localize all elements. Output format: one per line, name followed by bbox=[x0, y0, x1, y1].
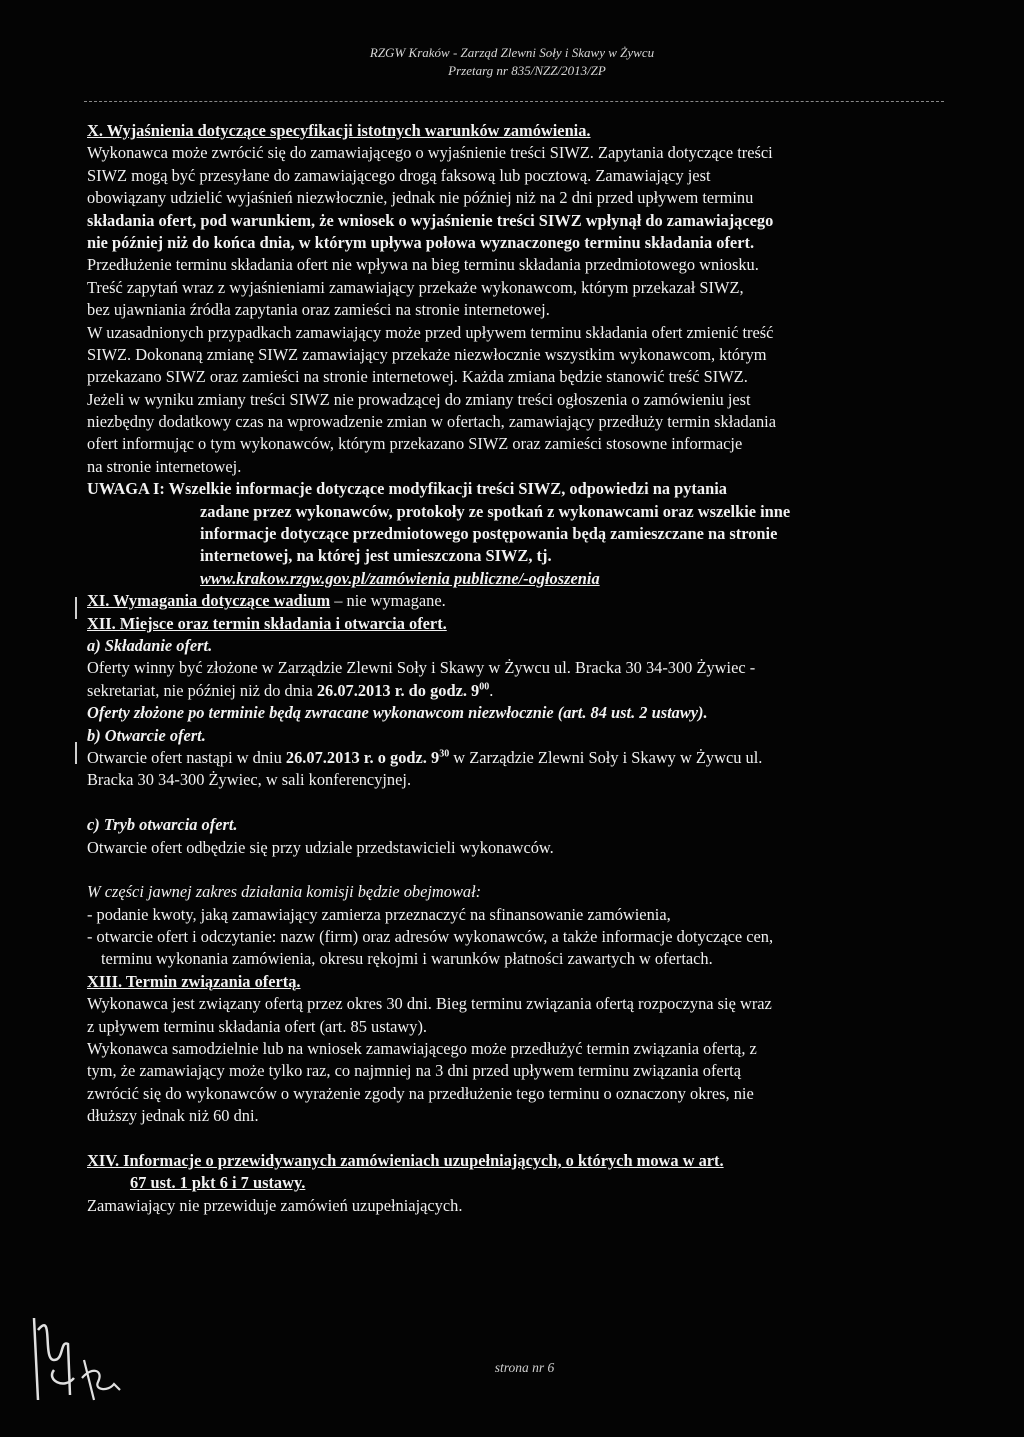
margin-mark bbox=[75, 597, 77, 619]
opening-suffix: w Zarządzie Zlewni Soły i Skawy w Żywcu ul. bbox=[449, 747, 763, 767]
submission-deadline bbox=[87, 680, 967, 702]
section-x-line: Wykonawca może zwrócić się do zamawiającego o wyjaśnienie treści SIWZ. Zapytania dotyczące treści bbox=[87, 143, 773, 163]
spacer bbox=[87, 859, 967, 881]
header-org: RZGW Kraków - Zarząd Zlewni Soły i Skawy w Żywcu bbox=[369, 45, 655, 60]
section-x-line: nie później niż do końca dnia, w którym upływa połowa wyznaczonego terminu składania ofert. bbox=[87, 232, 755, 252]
section-x-line: W uzasadnionych przypadkach zamawiający może przed upływem terminu składania ofert zmienić treść bbox=[87, 322, 774, 342]
header-divider bbox=[84, 101, 944, 102]
section-xiii-heading: XIII. Termin związania ofertą. bbox=[87, 971, 301, 991]
header-tender-number: Przetarg nr 835/NZZ/2013/ZP bbox=[448, 63, 606, 78]
section-x-line: na stronie internetowej. bbox=[87, 456, 242, 476]
submission-line: Oferty winny być złożone w Zarządzie Zlewni Soły i Skawy w Żywcu ul. Bracka 30 34-300 Żywiec - bbox=[87, 658, 756, 678]
section-x-line: składania ofert, pod warunkiem, że wniosek o wyjaśnienie treści SIWZ wpłynął do zamawiającego bbox=[87, 210, 774, 230]
section-xiii-line: tym, że zamawiający może tylko raz, co najmniej na 3 dni przed upływem terminu związania ofertą bbox=[87, 1061, 741, 1081]
commission-scope-item: - podanie kwoty, jaką zamawiający zamierza przeznaczyć na sfinansowanie zamówienia, bbox=[87, 904, 671, 924]
section-x-line: obowiązany udzielić wyjaśnień niezwłocznie, jednak nie później niż na 2 dni przed upływem terminu bbox=[87, 188, 754, 208]
spacer bbox=[87, 792, 967, 814]
late-offers-note: Oferty złożone po terminie będą zwracane wykonawcom niezwłocznie (art. 84 ust. 2 ustawy). bbox=[87, 703, 708, 723]
opening-date: 26.07.2013 r. o godz. 9 bbox=[285, 747, 440, 767]
section-xii-heading: XII. Miejsce oraz termin składania i otwarcia ofert. bbox=[87, 613, 447, 633]
section-x-line: Treść zapytań wraz z wyjaśnieniami zamawiający przekaże wykonawcom, którym przekazał SIWZ, bbox=[87, 277, 744, 297]
note-line: zadane przez wykonawców, protokoły ze spotkań z wykonawcami oraz wszelkie inne bbox=[200, 501, 791, 521]
subsection-a-label: a) Składanie ofert. bbox=[87, 635, 213, 655]
section-xiii-line: Wykonawca samodzielnie lub na wniosek zamawiającego może przedłużyć termin związania ofertą, z bbox=[87, 1039, 757, 1059]
section-x-line: ofert informując o tym wykonawców, którym przekazano SIWZ oraz zamieści stosowne informacje bbox=[87, 434, 743, 454]
section-xiii-line: Wykonawca jest związany ofertą przez okres 30 dni. Bieg terminu związania ofertą rozpoczyna się wraz bbox=[87, 994, 772, 1014]
section-xiv-line: Zamawiający nie przewiduje zamówień uzupełniających. bbox=[87, 1195, 463, 1215]
section-xiv-heading-cont: 67 ust. 1 pkt 6 i 7 ustawy. bbox=[130, 1173, 306, 1193]
commission-scope-item: - otwarcie ofert i odczytanie: nazw (firm) oraz adresów wykonawców, a także informacje dotyczące cen, bbox=[87, 927, 774, 947]
section-xiv-heading: XIV. Informacje o przewidywanych zamówieniach uzupełniających, o których mowa w art. bbox=[87, 1150, 724, 1170]
commission-scope-intro: W części jawnej zakres działania komisji będzie obejmował: bbox=[87, 882, 482, 902]
section-x-line: Jeżeli w wyniku zmiany treści SIWZ nie prowadzącej do zmiany treści ogłoszenia o zamówieniu jest bbox=[87, 389, 751, 409]
document-body bbox=[87, 120, 967, 1217]
section-x-heading: X. Wyjaśnienia dotyczące specyfikacji istotnych warunków zamówienia. bbox=[87, 121, 591, 140]
deadline-suffix: . bbox=[489, 680, 494, 700]
deadline-date: 26.07.2013 r. do godz. 9 bbox=[316, 680, 480, 700]
opening-prefix: Otwarcie ofert nastąpi w dniu bbox=[87, 747, 286, 767]
opening-place: Bracka 30 34-300 Żywiec, w sali konferencyjnej. bbox=[87, 770, 412, 790]
section-xiii-line: zwrócić się do wykonawców o wyrażenie zgody na przedłużenie tego terminu o oznaczony okres, nie bbox=[87, 1083, 754, 1103]
opening-mode: Otwarcie ofert odbędzie się przy udziale przedstawicieli wykonawców. bbox=[87, 837, 554, 857]
section-xi-heading: XI. Wymagania dotyczące wadium bbox=[87, 591, 331, 611]
note-url-link[interactable]: www.krakow.rzgw.gov.pl/zamówienia publiczne/-ogłoszenia bbox=[200, 568, 600, 588]
section-xi bbox=[87, 590, 967, 612]
section-x-line: niezbędny dodatkowy czas na wprowadzenie zmian w ofertach, zamawiający przedłuży termin składania bbox=[87, 412, 777, 432]
section-x-line: SIWZ. Dokonaną zmianę SIWZ zamawiający przekaże niezwłocznie wszystkim wykonawcom, którym bbox=[87, 344, 767, 364]
page-number: strona nr 6 bbox=[494, 1360, 555, 1375]
note-line: informacje dotyczące przedmiotowego postępowania będą zamieszczane na stronie bbox=[200, 524, 778, 544]
opening-minutes: 30 bbox=[439, 748, 450, 760]
note-uwaga: UWAGA I: Wszelkie informacje dotyczące modyfikacji treści SIWZ, odpowiedzi na pytania bbox=[87, 479, 727, 499]
opening-line bbox=[87, 747, 967, 769]
section-x-line: bez ujawniania źródła zapytania oraz zamieści na stronie internetowej. bbox=[87, 300, 550, 320]
section-x-line: SIWZ mogą być przesyłane do zamawiającego drogą faksową lub pocztową. Zamawiający jest bbox=[87, 165, 711, 185]
subsection-c-label: c) Tryb otwarcia ofert. bbox=[87, 815, 238, 835]
spacer bbox=[87, 1128, 967, 1150]
section-xi-text: – nie wymagane. bbox=[330, 591, 446, 611]
commission-scope-item-cont: terminu wykonania zamówienia, okresu rękojmi i warunków płatności zawartych w ofertach. bbox=[101, 949, 713, 969]
deadline-prefix: sekretariat, nie później niż do dnia bbox=[87, 680, 317, 700]
section-x-line: przekazano SIWZ oraz zamieści na stronie internetowej. Każda zmiana będzie stanowić treść SIWZ. bbox=[87, 367, 748, 387]
section-xiii-line: dłuższy jednak niż 60 dni. bbox=[87, 1106, 259, 1126]
margin-mark bbox=[75, 742, 77, 764]
section-x-line: Przedłużenie terminu składania ofert nie wpływa na bieg terminu składania przedmiotowego wniosku. bbox=[87, 255, 759, 275]
section-xiii-line: z upływem terminu składania ofert (art. 85 ustawy). bbox=[87, 1016, 428, 1036]
page-header bbox=[0, 44, 1024, 80]
note-line: internetowej, na której jest umieszczona SIWZ, tj. bbox=[200, 546, 552, 566]
subsection-b-label: b) Otwarcie ofert. bbox=[87, 725, 206, 745]
deadline-minutes: 00 bbox=[479, 681, 490, 693]
